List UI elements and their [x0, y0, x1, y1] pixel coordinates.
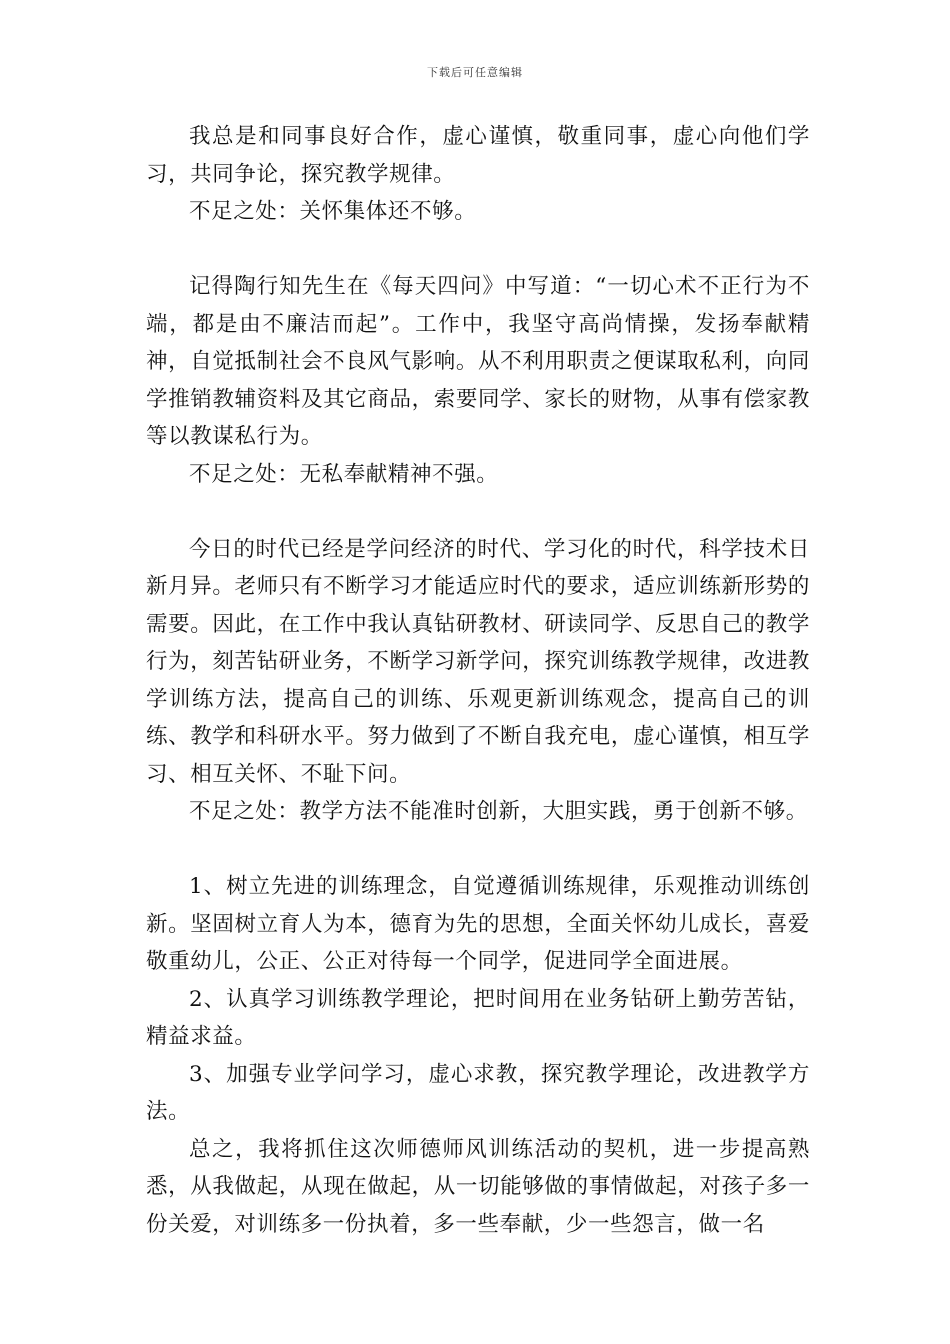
- document-body: [146, 118, 810, 1243]
- paragraph-plan-2: 2、认真学习训练教学理论，把时间用在业务钻研上勤劳苦钻，精益求益。: [146, 986, 810, 1049]
- paragraph-plan-3: 3、加强专业学问学习，虚心求教，探究教学理论，改进教学方法。: [146, 1061, 810, 1124]
- paragraph-integrity: 记得陶行知先生在《每天四问》中写道：“一切心术不正行为不端，都是由不廉洁而起”。工作中，我坚守高尚情操，发扬奉献精神，自觉抵制社会不良风气影响。从不利用职责之便谋取私利，向同学推销教辅资料及其它商品，索要同学、家长的财物，从事有偿家教等以教谋私行为。: [146, 274, 810, 449]
- paragraph-cooperation: 我总是和同事良好合作，虚心谨慎，敬重同事，虚心向他们学习，共同争论，探究教学规律。: [146, 124, 810, 187]
- paragraph-shortcoming-collective: 不足之处：关怀集体还不够。: [189, 199, 477, 224]
- page-header: 下载后可任意编辑: [427, 66, 523, 79]
- paragraph-shortcoming-innovation: 不足之处：教学方法不能准时创新，大胆实践，勇于创新不够。: [189, 799, 808, 824]
- paragraph-shortcoming-dedication: 不足之处：无私奉献精神不强。: [189, 461, 499, 487]
- paragraph-plan-1: 1、树立先进的训练理念，自觉遵循训练规律，乐观推动训练创新。坚固树立育人为本，德育为先的思想，全面关怀幼儿成长，喜爱敬重幼儿，公正、公正对待每一个同学，促进同学全面进展。: [146, 874, 810, 974]
- paragraph-learning: 今日的时代已经是学问经济的时代、学习化的时代，科学技术日新月异。老师只有不断学习才能适应时代的要求，适应训练新形势的需要。因此，在工作中我认真钻研教材、研读同学、反思自己的教学行为，刻苦钻研业务，不断学习新学问，探究训练教学规律，改进教学训练方法，提高自己的训练、乐观更新训练观念，提高自己的训练、教学和科研水平。努力做到了不断自我充电，虚心谨慎，相互学习、相互关怀、不耻下问。: [146, 536, 810, 787]
- paragraph-conclusion: 总之，我将抓住这次师德师风训练活动的契机，进一步提高熟悉，从我做起，从现在做起，从一切能够做的事情做起，对孩子多一份关爱，对训练多一份执着，多一些奉献，少一些怨言，做一名: [146, 1136, 810, 1237]
